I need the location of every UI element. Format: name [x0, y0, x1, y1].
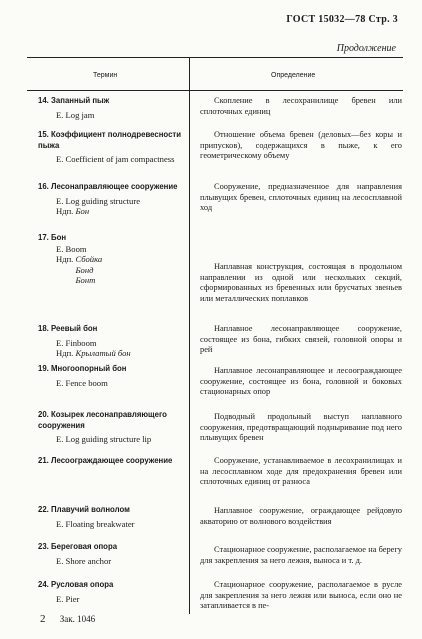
- page-label: Стр. 3: [368, 14, 398, 25]
- term-english: E. Shore anchor: [56, 555, 112, 566]
- standard-number: ГОСТ 15032—78: [286, 14, 366, 25]
- term-name: Плавучий волнолом: [51, 505, 130, 514]
- term-cell: [38, 364, 183, 388]
- term-english: E. Boom: [56, 243, 87, 254]
- term-cell: [38, 324, 183, 359]
- term-name: Русловая опора: [51, 580, 114, 589]
- definition-cell: Наплавное лесонаправляющее и лесоограждающее сооружение, состоящее из бона, головной и боковых стационарных опор: [200, 366, 402, 397]
- definition-cell: Сооружение, предназначенное для направления плывущих бревен, сплоточных единиц на лесосплавной ход: [200, 182, 402, 213]
- definition-cell: Стационарное сооружение, располагаемое на берегу для закрепления за него лежня, выноса и т. д.: [200, 545, 402, 565]
- header-column-divider: [189, 57, 190, 90]
- term-number: 21.: [38, 456, 49, 465]
- term-name: Лесоограждающее сооружение: [51, 456, 173, 465]
- term-name: Коэффициент полнодревесности пыжа: [38, 130, 182, 150]
- synonym: Бон: [75, 206, 90, 217]
- term-english: E. Pier: [56, 593, 80, 604]
- page-footer: [40, 613, 95, 625]
- print-order: Зак. 1046: [59, 614, 96, 624]
- term-number: 24.: [38, 580, 49, 589]
- term-name: Бон: [51, 233, 67, 242]
- term-number: 14.: [38, 96, 49, 105]
- term-cell: [38, 130, 183, 165]
- term-number: 16.: [38, 182, 49, 191]
- term-cell: [38, 580, 183, 604]
- term-cell: [38, 456, 183, 470]
- definition-cell: Скопление в лесохранилище бревен или сплоточных единиц: [200, 96, 402, 116]
- term-synonyms: Ндп. Крылатый бон: [56, 348, 131, 359]
- term-synonyms: Ндп. Сбойка Бонд Бонт: [56, 254, 103, 286]
- term-number: 17.: [38, 233, 49, 242]
- definition-cell: Наплавное лесонаправляющее сооружение, состоящее из бона, гибких связей, головной опоры и рей: [200, 324, 402, 355]
- synonym: Сбойка: [75, 254, 103, 265]
- body-column-divider: [189, 90, 190, 614]
- term-cell: [38, 233, 183, 286]
- term-cell: [38, 505, 183, 529]
- table-top-rule: [27, 57, 403, 58]
- term-cell: [38, 410, 183, 445]
- term-cell: [38, 542, 183, 566]
- term-number: 18.: [38, 324, 49, 333]
- term-name: Береговая опора: [51, 542, 118, 551]
- term-english: E. Log jam: [56, 109, 95, 120]
- term-cell: [38, 182, 183, 217]
- term-number: 19.: [38, 364, 49, 373]
- term-english: E. Floating breakwater: [56, 518, 135, 529]
- definition-cell: Подводный продольный выступ наплавного сооружения, предотвращающий подныривание под него плывущих бревен: [200, 412, 402, 443]
- definition-cell: Сооружение, устанавливаемое в лесохранилищах и на лесосплавном ходе для предохранения бревен или сплоточных единиц от разноса: [200, 456, 402, 487]
- synonym: Крылатый бон: [75, 348, 131, 359]
- term-name: Запанный пыж: [51, 96, 110, 105]
- definition-cell: Стационарное сооружение, располагаемое в русле для закрепления за него лежня или выноса, если оно не затапливается в пе-: [200, 580, 402, 611]
- term-name: Лесонаправляющее сооружение: [51, 182, 178, 191]
- term-name: Многоопорный бон: [51, 364, 127, 373]
- term-english: E. Finboom: [56, 337, 97, 348]
- term-english: E. Log guiding structure: [56, 195, 141, 206]
- term-synonyms: Ндп. Бон: [56, 206, 90, 217]
- term-english: E. Log guiding structure lip: [56, 434, 152, 445]
- definition-cell: Наплавная конструкция, состоящая в продольном направлении из одной или нескольких секций, сформированных из бревенных или брусчатых звеньев или металлических поплавков: [200, 262, 402, 303]
- definition-cell: Отношение объема бревен (деловых—без коры и припусков), содержащихся в пыже, к его геометрическому объему: [200, 130, 402, 161]
- term-name: Реевый бон: [51, 324, 98, 333]
- definition-cell: Наплавное сооружение, ограждающее рейдовую акваторию от волнового воздействия: [200, 506, 402, 526]
- page-number: 2: [40, 613, 46, 625]
- term-cell: [38, 96, 183, 120]
- term-english: E. Coefficient of jam compactness: [56, 154, 175, 165]
- term-number: 23.: [38, 542, 49, 551]
- column-header-definition: Определение: [271, 72, 316, 79]
- term-number: 20.: [38, 410, 49, 419]
- synonym: Бонт: [75, 275, 96, 286]
- term-number: 15.: [38, 130, 49, 139]
- page-header: [286, 14, 398, 25]
- term-number: 22.: [38, 505, 49, 514]
- continuation-label: Продолжение: [336, 43, 396, 54]
- table-header-rule: [27, 90, 403, 91]
- synonym: Бонд: [75, 264, 94, 275]
- term-name: Козырек лесонаправляющего сооружения: [38, 410, 167, 430]
- term-english: E. Fence boom: [56, 377, 108, 388]
- column-header-term: Термин: [93, 72, 118, 79]
